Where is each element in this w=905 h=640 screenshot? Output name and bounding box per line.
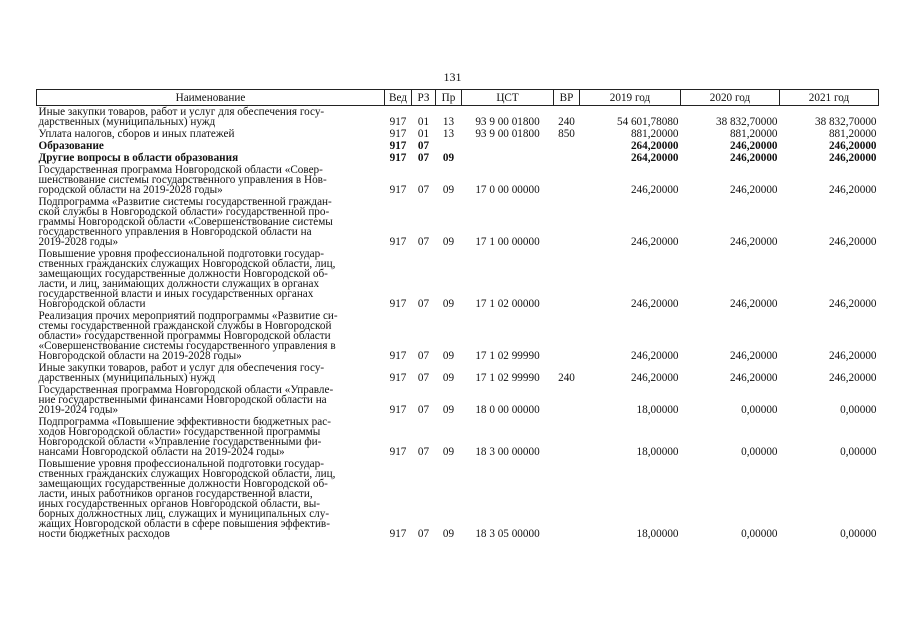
col-header-2021: 2021 год bbox=[780, 90, 879, 106]
row-value-2019: 246,20000 bbox=[630, 350, 679, 362]
col-header-vr: ВР bbox=[554, 90, 580, 106]
row-name: Иные закупки товаров, работ и услуг для обеспечения госу- дарственных (муниципальных) нужд bbox=[38, 106, 325, 128]
row-ved: 917 bbox=[389, 298, 407, 310]
row-value-2019: 264,20000 bbox=[630, 140, 679, 152]
row-pr: 09 bbox=[442, 372, 455, 384]
row-name: Повышение уровня профессиональной подготовки государ- ственных гражданских служащих Новгородской области, лиц, замещающих государственные должности Новгородской об- ласти, и лиц, занимающих должности служащих в органах государственной власти и иных государственных органах Новгородской области bbox=[38, 248, 336, 310]
row-rz: 01 bbox=[417, 128, 430, 140]
row-value-2021: 0,00000 bbox=[840, 528, 877, 540]
row-rz: 07 bbox=[417, 152, 430, 164]
row-value-2019: 54 601,78080 bbox=[616, 116, 679, 128]
table-row bbox=[37, 164, 879, 196]
row-value-2020: 0,00000 bbox=[741, 446, 778, 458]
table-row bbox=[37, 140, 879, 152]
row-value-2020: 246,20000 bbox=[729, 298, 778, 310]
row-value-2021: 38 832,70000 bbox=[814, 116, 877, 128]
row-value-2020: 0,00000 bbox=[741, 404, 778, 416]
row-pr: 09 bbox=[442, 236, 455, 248]
row-value-2020: 246,20000 bbox=[729, 236, 778, 248]
row-cst: 17 1 02 99990 bbox=[475, 372, 540, 384]
row-ved: 917 bbox=[389, 184, 407, 196]
col-header-name: Наименование bbox=[37, 90, 385, 106]
row-cst bbox=[462, 152, 554, 164]
row-vr: 240 bbox=[558, 116, 575, 128]
row-pr: 09 bbox=[442, 528, 455, 540]
row-name: Государственная программа Новгородской области «Совер- шенствование системы государственного управления в Нов- городской области на 2019-2028 годы» bbox=[38, 164, 327, 196]
row-cst bbox=[462, 140, 554, 152]
row-pr: 13 bbox=[442, 128, 455, 140]
row-value-2021: 246,20000 bbox=[828, 298, 877, 310]
row-pr: 09 bbox=[442, 152, 455, 164]
row-ved: 917 bbox=[389, 528, 407, 540]
row-ved: 917 bbox=[389, 372, 407, 384]
row-value-2021: 246,20000 bbox=[828, 140, 877, 152]
row-value-2019: 264,20000 bbox=[630, 152, 679, 164]
table-row bbox=[37, 152, 879, 164]
row-value-2021: 246,20000 bbox=[828, 152, 877, 164]
table-row bbox=[37, 106, 879, 129]
row-rz: 07 bbox=[417, 446, 430, 458]
row-vr bbox=[554, 416, 580, 458]
row-ved: 917 bbox=[389, 350, 407, 362]
row-cst: 17 1 02 00000 bbox=[475, 298, 540, 310]
row-value-2019: 18,00000 bbox=[636, 528, 679, 540]
row-name: Уплата налогов, сборов и иных платежей bbox=[38, 128, 235, 140]
row-cst: 17 0 00 00000 bbox=[475, 184, 540, 196]
table-row bbox=[37, 458, 879, 540]
row-ved: 917 bbox=[389, 404, 407, 416]
table-row bbox=[37, 384, 879, 416]
row-value-2020: 38 832,70000 bbox=[715, 116, 778, 128]
row-ved: 917 bbox=[389, 116, 407, 128]
col-header-pr: Пр bbox=[436, 90, 462, 106]
row-vr bbox=[554, 196, 580, 248]
row-name: Подпрограмма «Развитие системы государственной граждан- ской службы в Новгородской области» государственной про- граммы Новгородской области «Совершенствование системы государственного управления в Новгородской области на 2019-2028 годы» bbox=[38, 196, 333, 248]
row-pr: 13 bbox=[442, 116, 455, 128]
row-value-2020: 0,00000 bbox=[741, 528, 778, 540]
table-row bbox=[37, 248, 879, 310]
row-name: Образование bbox=[38, 140, 104, 152]
col-header-ved: Вед bbox=[385, 90, 412, 106]
row-cst: 18 3 00 00000 bbox=[475, 446, 540, 458]
row-ved: 917 bbox=[389, 236, 407, 248]
row-vr bbox=[554, 248, 580, 310]
row-vr bbox=[554, 310, 580, 362]
row-rz: 07 bbox=[417, 236, 430, 248]
row-name: Государственная программа Новгородской области «Управле- ние государственными финансами Новгородской области на 2019-2024 годы» bbox=[38, 384, 334, 416]
row-rz: 07 bbox=[417, 184, 430, 196]
row-vr bbox=[554, 152, 580, 164]
budget-table bbox=[36, 89, 879, 540]
row-rz: 07 bbox=[417, 140, 430, 152]
row-value-2019: 246,20000 bbox=[630, 298, 679, 310]
row-name: Повышение уровня профессиональной подготовки государ- ственных гражданских служащих Новгородской области, лиц, замещающих государственные должности Новгородской об- ласти, иных работников органов государственной власти, иных государственных органов Новгородской области, вы- борных должностных лиц, служащих и муниципальных слу- жащих Новгородской области в сфере повышения эффектив- ности бюджетных расходов bbox=[38, 458, 336, 540]
row-ved: 917 bbox=[389, 140, 407, 152]
table-body bbox=[37, 106, 879, 541]
row-value-2020: 246,20000 bbox=[729, 184, 778, 196]
row-rz: 07 bbox=[417, 528, 430, 540]
row-cst: 18 0 00 00000 bbox=[475, 404, 540, 416]
row-vr bbox=[554, 140, 580, 152]
row-value-2019: 246,20000 bbox=[630, 184, 679, 196]
table-row bbox=[37, 310, 879, 362]
row-ved: 917 bbox=[389, 152, 407, 164]
row-value-2019: 18,00000 bbox=[636, 446, 679, 458]
row-value-2021: 246,20000 bbox=[828, 372, 877, 384]
row-value-2021: 246,20000 bbox=[828, 184, 877, 196]
row-pr: 09 bbox=[442, 298, 455, 310]
row-ved: 917 bbox=[389, 128, 407, 140]
row-rz: 01 bbox=[417, 116, 430, 128]
row-pr: 09 bbox=[442, 404, 455, 416]
row-rz: 07 bbox=[417, 350, 430, 362]
row-name: Реализация прочих мероприятий подпрограммы «Развитие си- стемы государственной гражданской службы в Новгородской области» государственной программы Новгородской области «Совершенствование системы государственного управления в Новгородской области на 2019-2028 годы» bbox=[38, 310, 338, 362]
row-value-2019: 881,20000 bbox=[630, 128, 679, 140]
row-value-2019: 246,20000 bbox=[630, 372, 679, 384]
table-row bbox=[37, 128, 879, 140]
row-cst: 17 1 02 99990 bbox=[475, 350, 540, 362]
row-pr: 09 bbox=[442, 350, 455, 362]
row-ved: 917 bbox=[389, 446, 407, 458]
table-row bbox=[37, 362, 879, 384]
col-header-2020: 2020 год bbox=[681, 90, 780, 106]
row-pr: 09 bbox=[442, 446, 455, 458]
row-vr bbox=[554, 458, 580, 540]
row-vr: 240 bbox=[558, 372, 575, 384]
row-value-2020: 246,20000 bbox=[729, 152, 778, 164]
row-cst: 18 3 05 00000 bbox=[475, 528, 540, 540]
col-header-2019: 2019 год bbox=[580, 90, 681, 106]
row-vr bbox=[554, 164, 580, 196]
row-value-2021: 0,00000 bbox=[840, 404, 877, 416]
row-vr: 850 bbox=[558, 128, 575, 140]
col-header-rz: РЗ bbox=[412, 90, 436, 106]
row-value-2021: 246,20000 bbox=[828, 350, 877, 362]
row-cst: 93 9 00 01800 bbox=[475, 116, 540, 128]
col-header-cst: ЦСТ bbox=[462, 90, 554, 106]
row-vr bbox=[554, 384, 580, 416]
row-value-2020: 246,20000 bbox=[729, 372, 778, 384]
row-value-2019: 18,00000 bbox=[636, 404, 679, 416]
row-value-2020: 246,20000 bbox=[729, 140, 778, 152]
row-name: Подпрограмма «Повышение эффективности бюджетных рас- ходов Новгородской области» государственной программы Новгородской области «Управление государственными фи- нансами Новгородской области на 2019-2024 годы» bbox=[38, 416, 331, 458]
row-pr bbox=[436, 140, 462, 152]
row-pr: 09 bbox=[442, 184, 455, 196]
row-value-2020: 881,20000 bbox=[729, 128, 778, 140]
table-row bbox=[37, 196, 879, 248]
row-rz: 07 bbox=[417, 372, 430, 384]
row-value-2021: 0,00000 bbox=[840, 446, 877, 458]
table-header-row bbox=[37, 90, 879, 106]
row-name: Другие вопросы в области образования bbox=[38, 152, 239, 164]
page-number: 131 bbox=[443, 70, 462, 84]
table-row bbox=[37, 416, 879, 458]
row-value-2021: 246,20000 bbox=[828, 236, 877, 248]
row-name: Иные закупки товаров, работ и услуг для обеспечения госу- дарственных (муниципальных) нужд bbox=[38, 362, 325, 384]
row-value-2021: 881,20000 bbox=[828, 128, 877, 140]
row-value-2019: 246,20000 bbox=[630, 236, 679, 248]
row-rz: 07 bbox=[417, 404, 430, 416]
row-rz: 07 bbox=[417, 298, 430, 310]
row-cst: 93 9 00 01800 bbox=[475, 128, 540, 140]
row-cst: 17 1 00 00000 bbox=[475, 236, 540, 248]
row-value-2020: 246,20000 bbox=[729, 350, 778, 362]
